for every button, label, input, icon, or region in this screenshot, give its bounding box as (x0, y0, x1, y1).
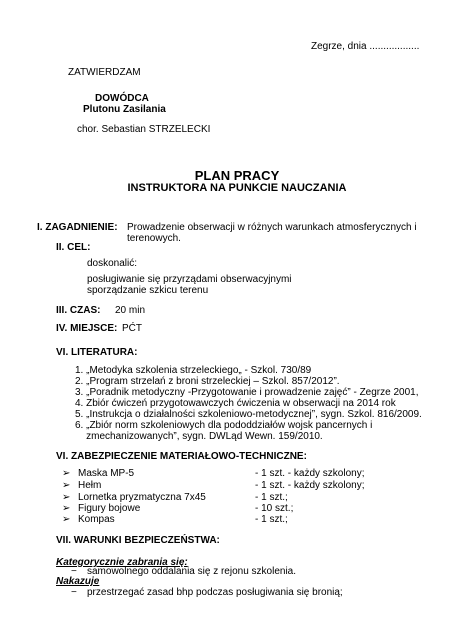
topic-label: I. ZAGADNIENIE: (37, 222, 118, 233)
literature-item: 5. „Instrukcja o działalności szkoleniowo-metodycznej”, sygn. Szkol. 816/2009. (75, 409, 422, 420)
goal-intro: doskonalić: (87, 258, 138, 269)
title-sub: INSTRUKTORA NA PUNKCIE NAUCZANIA (127, 182, 347, 194)
equipment-item: Maska MP-5 (78, 468, 135, 479)
arrow-bullet-icon: ➢ (62, 468, 71, 479)
place-value: PĆT (122, 323, 142, 334)
dash-bullet-icon: − (71, 566, 77, 577)
equipment-label: VI. ZABEZPIECZENIE MATERIAŁOWO-TECHNICZNE: (56, 451, 307, 462)
commander-name: chor. Sebastian STRZELECKI (77, 124, 211, 135)
equipment-item: Hełm (78, 480, 102, 491)
literature-item: 1. „Metodyka szkolenia strzeleckiego„ - Szkol. 730/89 (75, 365, 312, 376)
topic-line-1: Prowadzenie obserwacji w różnych warunkach atmosferycznych i (127, 222, 417, 233)
equipment-qty: - 1 szt. - każdy szkolony; (255, 468, 365, 479)
equipment-item: Kompas (78, 514, 115, 525)
literature-item: 2. „Program strzelań z broni strzeleckiej – Szkol. 857/2012”. (75, 376, 340, 387)
literature-item: zmechanizowanych”, sygn. DWLąd Wewn. 159/2010. (75, 431, 323, 442)
literature-item: 6. „Zbiór norm szkoleniowych dla pododdziałów wojsk pancernych i (75, 420, 373, 431)
arrow-bullet-icon: ➢ (62, 480, 71, 491)
commander-title: DOWÓDCA (95, 93, 149, 104)
topic-line-2: terenowych. (127, 233, 181, 244)
safety-label: VII. WARUNKI BEZPIECZEŃSTWA: (56, 535, 220, 546)
forbidden-item: samowolnego oddalania się z rejonu szkolenia. (87, 566, 297, 577)
arrow-bullet-icon: ➢ (62, 503, 71, 514)
date-line: Zegrze, dnia .................. (311, 41, 420, 52)
goal-line-2: sporządzanie szkicu terenu (87, 285, 209, 296)
literature-label: VI. LITERATURA: (56, 347, 138, 358)
approve-label: ZATWIERDZAM (68, 67, 141, 78)
equipment-item: Lornetka pryzmatyczna 7x45 (78, 492, 206, 503)
arrow-bullet-icon: ➢ (62, 492, 71, 503)
equipment-qty: - 1 szt. - każdy szkolony; (255, 480, 365, 491)
equipment-qty: - 1 szt.; (255, 492, 288, 503)
order-item: przestrzegać zasad bhp podczas posługiwania się bronią; (87, 587, 343, 598)
dash-bullet-icon: − (71, 587, 77, 598)
literature-item: 4. Zbiór ćwiczeń przygotowawczych ćwiczenia w obserwacji na 2014 rok (75, 398, 396, 409)
equipment-qty: - 1 szt.; (255, 514, 288, 525)
equipment-item: Figury bojowe (78, 503, 141, 514)
title-main: PLAN PRACY (194, 168, 280, 183)
equipment-qty: - 10 szt.; (255, 503, 294, 514)
commander-unit: Plutonu Zasilania (83, 104, 166, 115)
place-label: IV. MIEJSCE: (56, 323, 118, 334)
forbidden-label: Kategorycznie zabrania się: (56, 557, 188, 568)
time-value: 20 min (115, 305, 146, 316)
literature-item: 3. „Poradnik metodyczny -Przygotowanie i prowadzenie zajęć” - Zegrze 2001, (75, 387, 419, 398)
order-label: Nakazuje (56, 576, 100, 587)
arrow-bullet-icon: ➢ (62, 514, 71, 525)
goal-line-1: posługiwanie się przyrządami obserwacyjnymi (87, 274, 292, 285)
goal-label: II. CEL: (56, 242, 91, 253)
time-label: III. CZAS: (56, 305, 101, 316)
